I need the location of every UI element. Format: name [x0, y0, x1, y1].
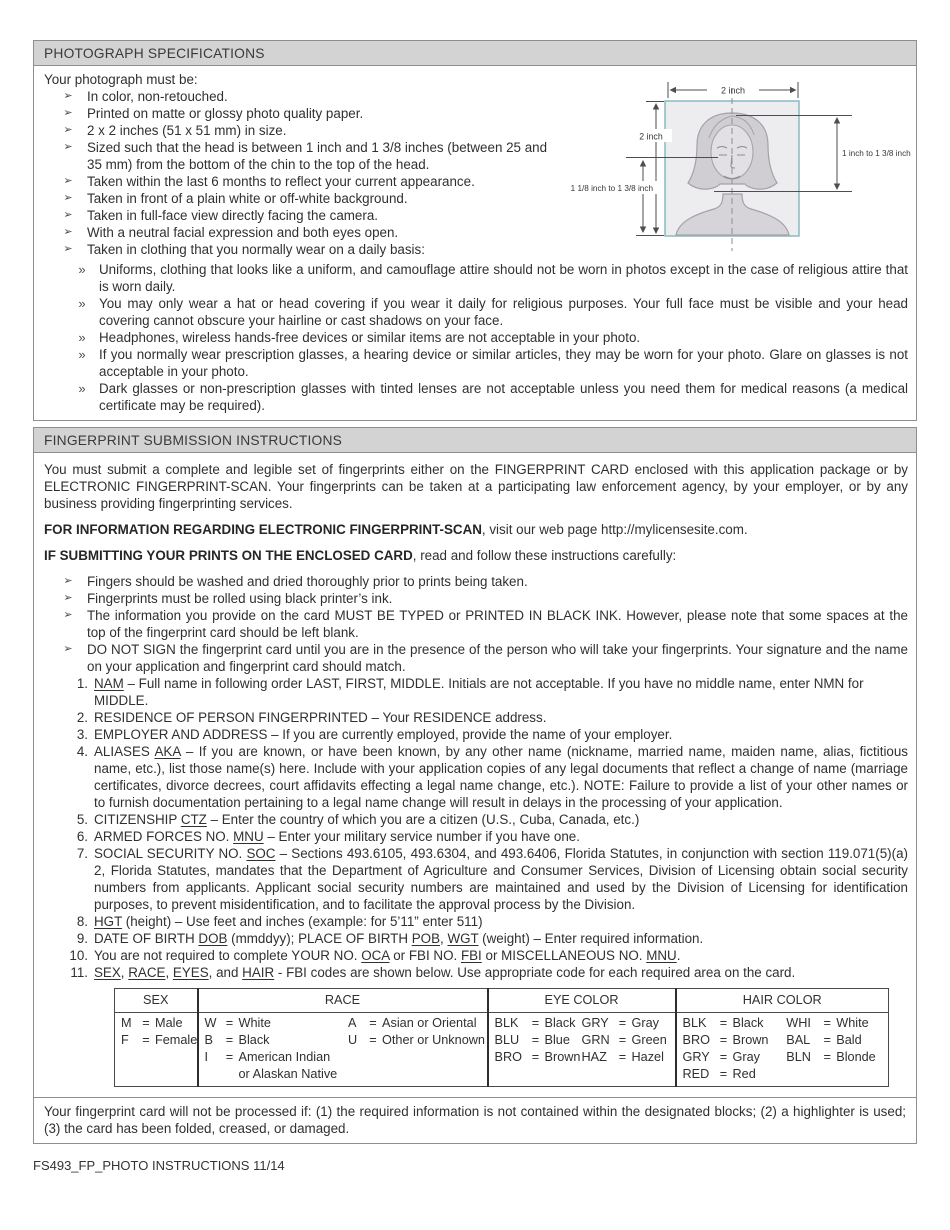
hair-color-column-header: HAIR COLOR	[676, 989, 889, 1013]
photo-intro-text: Your photograph must be:	[44, 72, 198, 87]
item-text: HGT (height) – Use feet and inches (example: for 5’11” enter 511)	[94, 914, 483, 929]
photo-sub-bullet	[44, 346, 908, 380]
arrow-bullet-icon: ➢	[63, 592, 73, 604]
item-number: 3.	[76, 727, 88, 742]
photo-bullet-text: Taken within the last 6 months to reflect your current appearance.	[87, 174, 475, 189]
arrow-bullet-icon: ➢	[63, 141, 73, 153]
processing-warning-note: Your fingerprint card will not be processed if: (1) the required information is not contained within the designated blocks; (2) a highlighter is used; (3) the card has been folded, creased, or damaged.	[33, 1097, 917, 1144]
item-text: EMPLOYER AND ADDRESS – If you are currently employed, provide the name of your employer.	[94, 727, 673, 742]
double-chevron-bullet-icon: »	[78, 347, 86, 362]
card-field-item	[66, 828, 908, 845]
card-field-item	[66, 913, 908, 930]
eye-codes-col1: BLK = Black BLU = Blue BRO = Brown	[494, 1016, 581, 1064]
fingerprint-bullet	[44, 590, 908, 607]
arrow-bullet-icon: ➢	[63, 192, 73, 204]
item-text: ALIASES AKA – If you are known, or have been known, by any other name (nickname, married name, maiden name, alias, fictitious name, etc.), list those name(s) here. Include with your application copies of any legal documents that reflect a change of name (marriage certificates, divorce decrees, court affidavits effecting a legal name change, etc.). NOTE: Failure to provide a list of your other names or to furnish documentation pertaining to a legal name change will result in delays in the processing of your application.	[94, 744, 909, 810]
race-codes-col2: A = Asian or Oriental U = Other or Unknown	[348, 1016, 485, 1047]
photo-bullet-text: 2 x 2 inches (51 x 51 mm) in size.	[87, 123, 287, 138]
fingerprint-instructions-header	[33, 427, 917, 453]
photo-bullet	[44, 190, 550, 207]
item-number: 2.	[76, 710, 88, 725]
photo-sub-bullet-text: Headphones, wireless hands-free devices or similar items are not acceptable in your photo.	[99, 330, 641, 345]
double-chevron-bullet-icon: »	[78, 381, 86, 396]
fingerprint-bullet-text: Fingers should be washed and dried thoroughly prior to prints being taken.	[87, 574, 528, 589]
electronic-scan-bold-text: FOR INFORMATION REGARDING ELECTRONIC FINGERPRINT-SCAN	[44, 522, 482, 537]
photo-bullet	[44, 224, 550, 241]
photo-sub-bullet	[44, 295, 908, 329]
photo-specifications-section	[33, 40, 917, 421]
codes-table-header-row	[115, 989, 889, 1013]
item-number: 4.	[76, 744, 88, 759]
arrow-bullet-icon: ➢	[63, 124, 73, 136]
photo-bullet	[44, 241, 550, 258]
photo-sub-bullet-text: Uniforms, clothing that looks like a uniform, and camouflage attire should not be worn in photos except in the case of religious attire that is worn daily.	[99, 262, 908, 294]
card-field-item	[66, 726, 908, 743]
fingerprint-intro-paragraph: You must submit a complete and legible set of fingerprints either on the FINGERPRINT CARD enclosed with this application package or by ELECTRONIC FINGERPRINT-SCAN. Your fingerprints can be taken at a participating law enforcement agency, by your employer, or by any business providing fingerprinting services.	[44, 462, 908, 511]
race-codes-col1: W = White B = Black I = American Indian or Alaskan Native	[204, 1016, 338, 1081]
photo-specifications-body	[33, 66, 917, 421]
photo-bullet	[44, 207, 550, 224]
hair-color-codes-cell	[676, 1013, 889, 1087]
photo-bullet-text: Taken in clothing that you normally wear on a daily basis:	[87, 242, 425, 257]
item-number: 8.	[76, 914, 88, 929]
eye-color-column-header: EYE COLOR	[488, 989, 676, 1013]
card-field-item	[66, 743, 908, 811]
item-number: 5.	[76, 812, 88, 827]
item-text: SOCIAL SECURITY NO. SOC – Sections 493.6105, 493.6304, and 493.6406, Florida Statutes, in conjunction with section 119.071(5)(a) 2, Florida Statutes, mandates that the Department of Agriculture and Consumer Services, Division of Licensing obtain social security numbers from applicants. Applicant social security numbers are maintained and used by the Division of Licensing for identification purposes, to prevent misidentification, and to facilitate the approval process by the Division.	[94, 846, 908, 912]
fingerprint-instructions-section	[33, 427, 917, 1098]
card-field-item	[66, 930, 908, 947]
diagram-head-range-label: 1 inch to 1 3/8 inch	[842, 149, 911, 158]
item-text: SEX, RACE, EYES, and HAIR - FBI codes are shown below. Use appropriate code for each required area on the card.	[94, 965, 796, 980]
card-field-item	[66, 947, 908, 964]
enclosed-card-bold-text: IF SUBMITTING YOUR PRINTS ON THE ENCLOSED CARD	[44, 548, 413, 563]
fingerprint-bullet	[44, 607, 908, 641]
photo-bullet-text: Taken in full-face view directly facing the camera.	[87, 208, 379, 223]
eye-codes-col2: GRY = Gray GRN = Green HAZ = Hazel	[581, 1016, 667, 1064]
item-text: DATE OF BIRTH DOB (mmddyy); PLACE OF BIRTH POB, WGT (weight) – Enter required information.	[94, 931, 704, 946]
arrow-bullet-icon: ➢	[63, 575, 73, 587]
card-field-item	[66, 675, 908, 709]
form-number-footer: FS493_FP_PHOTO INSTRUCTIONS 11/14	[33, 1158, 285, 1173]
photo-bullet-text: In color, non-retouched.	[87, 89, 228, 104]
card-field-item	[66, 845, 908, 913]
fingerprint-instructions-title: FINGERPRINT SUBMISSION INSTRUCTIONS	[44, 433, 343, 448]
diagram-left-height-label: 2 inch	[639, 131, 663, 142]
fingerprint-instructions-body	[33, 453, 917, 1098]
arrow-bullet-icon: ➢	[63, 609, 73, 621]
photo-bullet	[44, 88, 550, 105]
race-column-header: RACE	[198, 989, 488, 1013]
photo-bullet-text: Taken in front of a plain white or off-white background.	[87, 191, 408, 206]
fbi-codes-table	[114, 988, 889, 1087]
item-number: 6.	[76, 829, 88, 844]
card-field-item	[66, 709, 908, 726]
diagram-top-width-label: 2 inch	[720, 85, 746, 96]
item-text: CITIZENSHIP CTZ – Enter the country of which you are a citizen (U.S., Cuba, Canada, etc.)	[94, 812, 640, 827]
diagram-chin-range-label: 1 1/8 inch to 1 3/8 inch	[570, 184, 653, 193]
left-height-measure	[636, 102, 664, 236]
photo-sub-bullet-text: If you normally wear prescription glasses, a hearing device or similar articles, they may be worn for your photo. Glare on glasses is not acceptable in your photo.	[99, 347, 908, 379]
fingerprint-bullet-text: The information you provide on the card MUST BE TYPED or PRINTED IN BLACK INK. However, please note that some spaces at the top of the fingerprint card should be left blank.	[87, 608, 908, 640]
fingerprint-bullet-text: DO NOT SIGN the fingerprint card until you are in the presence of the person who will take your fingerprints. Your signature and the name on your application and fingerprint card should match.	[87, 642, 908, 674]
card-field-item	[66, 964, 908, 981]
arrow-bullet-icon: ➢	[63, 107, 73, 119]
item-text: NAM – Full name in following order LAST, FIRST, MIDDLE. Initials are not acceptable. If you have no middle name, enter NMN for MIDDLE.	[94, 676, 864, 708]
arrow-bullet-icon: ➢	[63, 209, 73, 221]
arrow-bullet-icon: ➢	[63, 243, 73, 255]
double-chevron-bullet-icon: »	[78, 262, 86, 277]
double-chevron-bullet-icon: »	[78, 330, 86, 345]
electronic-scan-paragraph	[44, 521, 908, 538]
photo-bullet	[44, 173, 550, 190]
fingerprint-bullet	[44, 573, 908, 590]
race-codes-cell	[198, 1013, 488, 1087]
fingerprint-bullet	[44, 641, 908, 675]
photo-sub-bullet	[44, 329, 908, 346]
item-text: ARMED FORCES NO. MNU – Enter your military service number if you have one.	[94, 829, 580, 844]
double-chevron-bullet-icon: »	[78, 296, 86, 311]
photo-sub-bullet	[44, 261, 908, 295]
photo-bullet	[44, 139, 550, 173]
eye-color-codes-cell	[488, 1013, 676, 1087]
hair-codes-col1: BLK = Black BRO = Brown GRY = Gray RED = Red	[682, 1016, 769, 1081]
photo-dimensions-diagram	[556, 75, 911, 259]
arrow-bullet-icon: ➢	[63, 175, 73, 187]
photo-sub-bullet-text: You may only wear a hat or head covering if you wear it daily for religious purposes. Your full face must be visible and your head covering cannot obscure your hairline or cast shadows on your face.	[99, 296, 908, 328]
photo-bullet-text: Printed on matte or glossy photo quality paper.	[87, 106, 364, 121]
photo-bullet	[44, 105, 550, 122]
item-text: You are not required to complete YOUR NO. OCA or FBI NO. FBI or MISCELLANEOUS NO. MNU.	[94, 948, 681, 963]
item-number: 9.	[76, 931, 88, 946]
photo-specifications-title: PHOTOGRAPH SPECIFICATIONS	[44, 46, 265, 61]
photo-sub-bullet-text: Dark glasses or non-prescription glasses with tinted lenses are not acceptable unless you need them for medical reasons (a medical certificate may be required).	[99, 381, 908, 413]
photo-bullet-text: Sized such that the head is between 1 inch and 1 3/8 inches (between 25 and 35 mm) from the bottom of the chin to the top of the head.	[87, 140, 548, 172]
codes-table-body-row	[115, 1013, 889, 1087]
photo-specifications-header	[33, 40, 917, 66]
photo-bullet	[44, 122, 550, 139]
item-text: RESIDENCE OF PERSON FINGERPRINTED – Your RESIDENCE address.	[94, 710, 547, 725]
item-number: 7.	[76, 846, 88, 861]
photo-sub-bullet	[44, 380, 908, 414]
sex-codes-cell: M = Male F = Female	[115, 1013, 198, 1087]
item-number: 10.	[69, 948, 88, 963]
electronic-scan-rest-text: , visit our web page http://mylicensesite.com.	[481, 522, 748, 537]
arrow-bullet-icon: ➢	[63, 226, 73, 238]
fingerprint-bullet-text: Fingerprints must be rolled using black printer’s ink.	[87, 591, 393, 606]
arrow-bullet-icon: ➢	[63, 643, 73, 655]
item-number: 1.	[76, 676, 88, 691]
sex-column-header: SEX	[115, 989, 198, 1013]
enclosed-card-rest-text: , read and follow these instructions carefully:	[412, 548, 677, 563]
arrow-bullet-icon: ➢	[63, 90, 73, 102]
card-field-item	[66, 811, 908, 828]
photo-bullet-text: With a neutral facial expression and both eyes open.	[87, 225, 399, 240]
hair-codes-col2: WHI = White BAL = Bald BLN = Blonde	[786, 1016, 876, 1064]
item-number: 11.	[70, 965, 88, 980]
enclosed-card-paragraph	[44, 547, 908, 564]
